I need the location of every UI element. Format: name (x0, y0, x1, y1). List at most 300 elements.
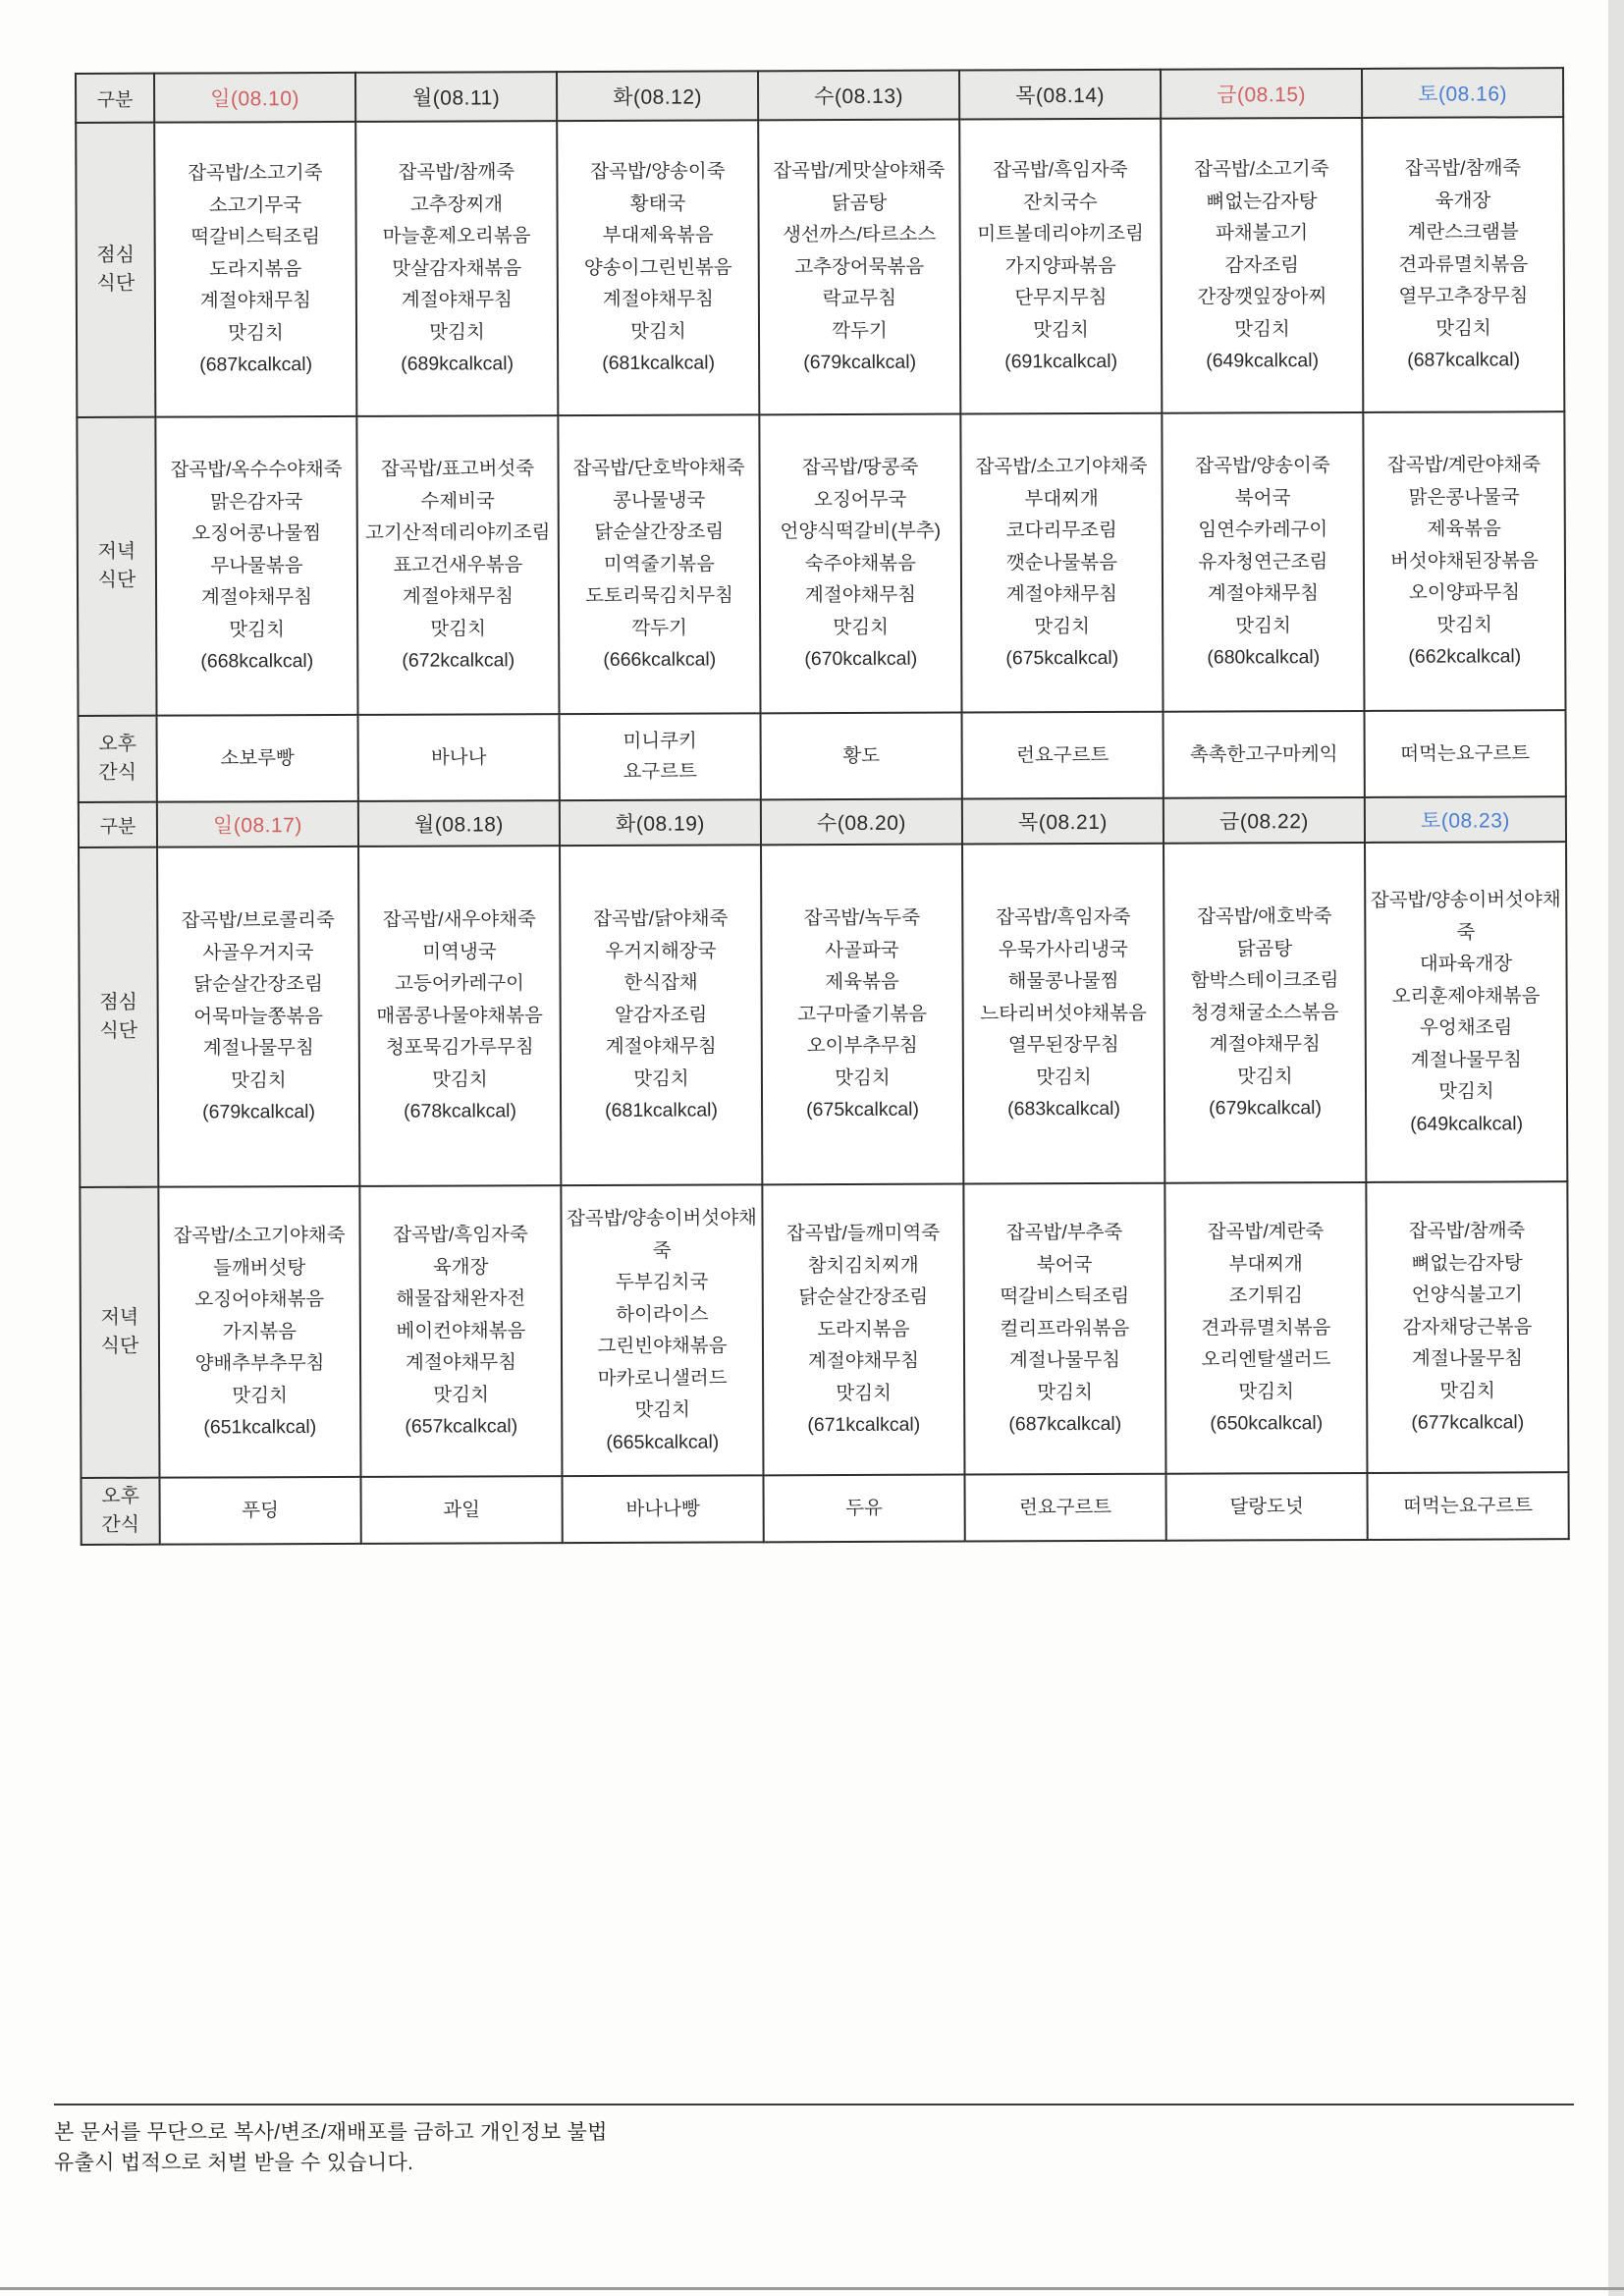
menu-item: 요구르트 (623, 760, 697, 783)
menu-item: 맛김치 (1033, 318, 1089, 342)
menu-item: 촉촉한고구마케익 (1189, 742, 1338, 766)
menu-item: 어묵마늘쫑볶음 (193, 1005, 324, 1028)
week1-dinner-cell-6 (1162, 412, 1364, 712)
menu-item: 떡갈비스틱조림 (1000, 1285, 1130, 1308)
menu-item: 미역냉국 (422, 941, 497, 963)
menu-item: 느타리버섯야채볶음 (980, 1002, 1147, 1025)
copyright-notice (54, 2104, 1574, 2178)
menu-item: 수제비국 (420, 490, 495, 513)
week1-snack-label-line: 간식 (98, 761, 137, 784)
menu-item: 부대찌개 (1024, 487, 1099, 511)
menu-item: (675kcalkcal) (1005, 647, 1119, 670)
menu-item: 해물콩나물찜 (1007, 970, 1119, 993)
menu-item: 미트볼데리야끼조림 (977, 223, 1144, 246)
menu-item: 황도 (842, 744, 881, 767)
week1-dinner-cell-4 (759, 414, 961, 714)
menu-item: 맛김치 (1436, 614, 1492, 636)
menu-item: (681kcalkcal) (602, 352, 716, 375)
menu-item: 열무고추장무침 (1398, 285, 1529, 308)
week2-lunch-label-line: 식단 (99, 1019, 138, 1042)
menu-item: 도토리묵김치무침 (585, 584, 733, 608)
menu-item: 오이양파무침 (1408, 581, 1521, 605)
menu-item: 계절나물무침 (202, 1037, 314, 1060)
menu-item: (687kcalkcal) (199, 354, 313, 376)
menu-item: 맛김치 (1037, 1381, 1093, 1403)
week2-lunch-cell-6 (1164, 843, 1366, 1183)
week1-snack-cell-7 (1365, 710, 1566, 797)
menu-item: 생선까스/타르소스 (783, 223, 937, 246)
week1-lunch-cell-1 (154, 122, 356, 417)
menu-item: 잡곡밥/계란야채죽 (1386, 454, 1542, 477)
menu-item: 잡곡밥/소고기죽 (188, 162, 323, 185)
menu-item: 간장깻잎장아찌 (1197, 286, 1327, 308)
week1-dinner-cell-3 (558, 414, 760, 714)
menu-item: 계절나물무침 (1410, 1048, 1522, 1071)
week-1-header-row (76, 68, 1563, 123)
menu-item: 계절야채무침 (605, 1035, 717, 1059)
menu-item: 계절나물무침 (1411, 1347, 1524, 1371)
menu-item: 계절나물무침 (1008, 1349, 1121, 1372)
menu-item: 유자청연근조림 (1198, 550, 1328, 574)
menu-item: 바나나빵 (625, 1498, 700, 1520)
week1-lunch-cell-2 (355, 121, 558, 416)
menu-item: 하이라이스 (616, 1303, 709, 1326)
menu-item: (649kcalkcal) (1410, 1112, 1524, 1135)
menu-item: 우거지해장국 (605, 940, 717, 962)
week-2-day-header-1: 일(08.17) (157, 801, 358, 847)
menu-item: 두부김치국 (616, 1271, 709, 1293)
menu-item: 잡곡밥/부추죽 (1005, 1222, 1123, 1244)
menu-item: 계절야채무침 (1207, 582, 1320, 605)
scan-edge-bottom (0, 2287, 1624, 2290)
menu-item: 오징어무국 (814, 488, 907, 511)
week1-snack-cell-4 (761, 713, 962, 800)
week1-dinner-cell-1 (155, 416, 357, 716)
menu-item: 표고건새우볶음 (393, 554, 523, 576)
menu-item: 맑은콩나물국 (1408, 486, 1520, 509)
menu-item: 잡곡밥/소고기야채죽 (975, 456, 1148, 478)
menu-item: 떡갈비스틱조림 (190, 226, 321, 248)
menu-item: 알감자조림 (615, 1004, 708, 1026)
menu-item: 가지볶음 (222, 1320, 298, 1343)
menu-item: 마늘훈제오리볶음 (382, 225, 531, 248)
menu-item: 맛김치 (429, 321, 485, 344)
menu-item: 푸딩 (242, 1499, 280, 1521)
week-2-day-header-2: 월(08.18) (358, 800, 560, 847)
menu-item: 사골우거지국 (202, 941, 314, 964)
menu-item: 도라지볶음 (817, 1318, 910, 1340)
week-2-day-header-7: 토(08.23) (1365, 796, 1566, 843)
menu-item: 닭곰탕 (1236, 937, 1293, 960)
menu-item: 잔치국수 (1023, 191, 1098, 214)
menu-item: 제육볶음 (1427, 518, 1502, 540)
menu-item: 언양식불고기 (1411, 1284, 1523, 1307)
menu-item: 숙주야채볶음 (804, 552, 916, 574)
menu-item: 맛김치 (231, 1068, 287, 1092)
menu-item: 잡곡밥/옥수수야채죽 (170, 459, 343, 481)
menu-item: 육개장 (432, 1256, 489, 1279)
week2-lunch-label (79, 847, 158, 1187)
week1-snack-cell-6 (1164, 711, 1365, 798)
menu-item: (680kcalkcal) (1207, 646, 1321, 669)
week2-dinner-cell-2 (359, 1185, 562, 1477)
scan-edge-right (1608, 0, 1624, 2296)
menu-item: 깍두기 (832, 319, 888, 342)
week1-lunch-label-line: 점심 (96, 244, 135, 266)
menu-item: 맛김치 (1439, 1380, 1495, 1402)
menu-item: 잡곡밥/흑임자죽 (393, 1224, 528, 1247)
menu-item: 맛김치 (1235, 614, 1291, 637)
week1-lunch-label-line: 식단 (96, 272, 135, 295)
menu-item: (679kcalkcal) (1209, 1097, 1323, 1120)
menu-item: 황태국 (629, 192, 686, 215)
menu-item: 컬리프라워볶음 (1000, 1317, 1130, 1340)
menu-item: 매콤콩나물야채볶음 (376, 1004, 543, 1027)
week2-dinner-cell-6 (1164, 1182, 1367, 1474)
menu-item: 맛김치 (633, 1067, 689, 1090)
menu-item: 청포묵김가루무침 (385, 1036, 534, 1060)
week-1-day-header-4: 수(08.13) (758, 71, 959, 121)
menu-item: 잡곡밥/양송이버섯야채죽 (567, 1207, 757, 1262)
menu-item: 부대찌개 (1228, 1252, 1303, 1276)
menu-item: 북어국 (1036, 1253, 1093, 1276)
menu-item: 잡곡밥/애호박죽 (1197, 905, 1332, 928)
menu-item: 잡곡밥/단호박야채죽 (572, 457, 745, 480)
week2-snack-cell-1 (159, 1477, 360, 1545)
menu-item: 계절야채무침 (402, 585, 514, 608)
week1-lunch-row (76, 117, 1564, 417)
menu-item: 맛김치 (1034, 615, 1090, 638)
menu-item: 우엉채조림 (1420, 1016, 1513, 1039)
menu-item: 해물잡채완자전 (396, 1287, 526, 1311)
week2-snack-row (81, 1472, 1568, 1545)
menu-item: 고구마줄기볶음 (797, 1003, 928, 1025)
menu-item: 고기산적데리야끼조림 (365, 521, 551, 545)
week1-snack-cell-1 (157, 715, 358, 802)
menu-item: (670kcalkcal) (804, 647, 918, 671)
menu-item: 깻순나물볶음 (1005, 551, 1117, 574)
menu-item: 조기튀김 (1228, 1285, 1304, 1307)
week1-lunch-cell-5 (959, 119, 1162, 414)
menu-item: 잡곡밥/닭야채죽 (593, 907, 729, 931)
menu-item: 사골파국 (825, 939, 899, 961)
menu-item: 고등어카레구이 (395, 972, 525, 996)
menu-item: 한식잡채 (623, 971, 698, 995)
week-1-corner-label: 구분 (76, 74, 154, 123)
menu-item: 소보루빵 (220, 746, 295, 769)
menu-item: 콩나물냉국 (613, 489, 706, 512)
menu-item: 고추장찌개 (409, 193, 504, 216)
menu-item: 바나나 (430, 745, 487, 769)
menu-item: 떠먹는요구르트 (1403, 1494, 1534, 1517)
menu-item: 베이컨야채볶음 (396, 1319, 526, 1342)
menu-item: (662kcalkcal) (1408, 645, 1522, 669)
menu-item: 미역줄기볶음 (603, 553, 715, 575)
menu-item: (687kcalkcal) (1008, 1413, 1122, 1436)
menu-item: 맛김치 (1237, 1065, 1293, 1088)
menu-item: 맛김치 (430, 618, 486, 640)
menu-item: 맛김치 (1438, 1080, 1494, 1103)
menu-item: 잡곡밥/소고기죽 (1194, 158, 1329, 181)
week-2-day-header-6: 금(08.22) (1164, 797, 1365, 844)
week2-lunch-cell-2 (358, 846, 561, 1186)
week-2-day-header-3: 화(08.19) (560, 799, 761, 846)
menu-item: 닭곰탕 (831, 191, 888, 214)
week2-dinner-cell-1 (158, 1186, 360, 1478)
menu-item: 런요구르트 (1018, 1496, 1112, 1518)
menu-item: 마카로니샐러드 (597, 1366, 728, 1390)
week1-dinner-label-line: 식단 (97, 569, 136, 591)
menu-item: 계절야채무침 (199, 290, 311, 312)
menu-item: 닭순살간장조림 (798, 1285, 929, 1309)
menu-item: 계절야채무침 (602, 288, 714, 311)
menu-item: 부대제육볶음 (602, 224, 714, 247)
week2-lunch-cell-3 (560, 845, 762, 1185)
week2-lunch-cell-7 (1365, 842, 1567, 1182)
week-2-corner-label: 구분 (79, 802, 157, 847)
menu-item: 맛김치 (229, 618, 285, 641)
menu-item: 잡곡밥/새우야채죽 (382, 908, 536, 932)
menu-item: 북어국 (1234, 486, 1291, 510)
week2-dinner-cell-4 (762, 1184, 964, 1476)
menu-item: 계절야채무침 (200, 586, 313, 609)
week-1-day-header-1: 일(08.10) (154, 73, 355, 123)
week-1-day-header-3: 화(08.12) (557, 71, 758, 121)
menu-item: 맛김치 (634, 1398, 691, 1421)
menu-item: 잡곡밥/양송이죽 (590, 160, 726, 184)
menu-item: 계절야채무침 (405, 1351, 517, 1374)
menu-item: 잡곡밥/양송이죽 (1195, 455, 1330, 477)
menu-item: 우묵가사리냉국 (998, 938, 1128, 961)
menu-item: 파채불고기 (1216, 222, 1309, 245)
menu-item: 고추장어묵볶음 (794, 255, 925, 278)
menu-item: 맛김치 (232, 1384, 288, 1407)
menu-item: (650kcalkcal) (1210, 1412, 1324, 1435)
week1-lunch-cell-7 (1362, 117, 1564, 412)
week-1-day-header-7: 토(08.16) (1362, 68, 1563, 118)
week-2-day-header-5: 목(08.21) (962, 798, 1164, 845)
menu-item: 맛김치 (1435, 317, 1491, 340)
menu-item: 대파육개장 (1419, 953, 1513, 975)
menu-item: (657kcalkcal) (405, 1415, 518, 1438)
menu-item: 맛김치 (1036, 1066, 1092, 1088)
menu-item: 계란스크램블 (1407, 221, 1519, 245)
menu-item: (681kcalkcal) (605, 1099, 719, 1122)
menu-item: 가지양파볶음 (1004, 254, 1116, 278)
week2-snack-cell-3 (562, 1475, 763, 1543)
week1-dinner-cell-2 (356, 415, 559, 715)
week1-dinner-label-line: 저녁 (97, 540, 136, 563)
menu-item: 버섯야채된장볶음 (1390, 550, 1539, 573)
menu-item: (672kcalkcal) (402, 649, 515, 672)
menu-item: (689kcalkcal) (401, 353, 514, 375)
menu-item: 청경채굴소스볶음 (1190, 1001, 1339, 1024)
week2-dinner-cell-7 (1366, 1181, 1568, 1473)
menu-item: 맛살감자채볶음 (392, 257, 522, 280)
menu-item: 계절야채무침 (401, 289, 513, 311)
menu-item: 맛김치 (433, 1384, 489, 1406)
menu-item: (683kcalkcal) (1007, 1098, 1121, 1121)
week-2-header-row (79, 796, 1566, 847)
week1-snack-cell-3 (560, 713, 761, 800)
week2-snack-cell-5 (964, 1474, 1165, 1542)
menu-item: 육개장 (1435, 190, 1491, 212)
menu-item: 뼈없는감자탕 (1411, 1252, 1523, 1275)
menu-table (75, 67, 1570, 1546)
menu-item: 단무지무침 (1014, 287, 1108, 309)
menu-item: 잡곡밥/게맛살야채죽 (773, 159, 946, 183)
week2-lunch-row (79, 842, 1567, 1187)
menu-item: 계절야채무침 (807, 1349, 920, 1373)
week1-dinner-label (77, 417, 156, 716)
menu-item: 달랑도넛 (1229, 1495, 1304, 1517)
week2-snack-cell-2 (360, 1476, 562, 1544)
menu-item: 떠먹는요구르트 (1400, 741, 1531, 765)
menu-item: 뼈없는감자탕 (1206, 190, 1318, 213)
menu-item: 맛김치 (833, 616, 889, 638)
week2-snack-cell-4 (763, 1475, 964, 1543)
week1-lunch-cell-4 (758, 120, 960, 415)
menu-item: 잡곡밥/참깨죽 (1404, 157, 1522, 181)
menu-item: (679kcalkcal) (202, 1101, 316, 1123)
menu-item: 견과류멸치볶음 (1398, 253, 1529, 276)
menu-item: 잡곡밥/참깨죽 (1408, 1220, 1526, 1243)
week2-dinner-label-line: 식단 (100, 1335, 139, 1357)
week-1-day-header-5: 목(08.14) (959, 70, 1161, 120)
menu-item: 잡곡밥/양송이버섯야채죽 (1370, 889, 1561, 944)
menu-item: 과일 (443, 1498, 481, 1521)
week2-dinner-cell-3 (561, 1184, 763, 1476)
menu-item: 견과류멸치볶음 (1201, 1316, 1331, 1339)
menu-item: 락교무침 (822, 288, 897, 310)
menu-item: 맛김치 (1238, 1380, 1294, 1403)
menu-item: 소고기무국 (208, 193, 302, 217)
week2-snack-label-line: 간식 (101, 1513, 140, 1536)
menu-item: 잡곡밥/흑임자죽 (996, 906, 1131, 929)
menu-item: 잡곡밥/들깨미역죽 (785, 1222, 941, 1245)
menu-item: 잡곡밥/계란죽 (1207, 1221, 1325, 1243)
menu-item: 닭순살간장조림 (594, 520, 725, 544)
menu-item: 열무된장무침 (1007, 1034, 1119, 1057)
menu-item: 잡곡밥/녹두죽 (803, 906, 921, 930)
week-2-day-header-4: 수(08.20) (761, 799, 962, 846)
menu-item: 계절야채무침 (804, 583, 917, 607)
week2-snack-label-line: 오후 (101, 1485, 139, 1507)
week1-snack-row (79, 710, 1566, 802)
menu-item: 참치김치찌개 (807, 1254, 919, 1277)
menu-item: 맛김치 (835, 1066, 891, 1089)
menu-item: 제육볶음 (825, 971, 899, 994)
menu-item: (687kcalkcal) (1407, 349, 1521, 372)
week1-lunch-label (76, 123, 155, 417)
menu-item: 임연수카레구이 (1198, 519, 1328, 541)
menu-item: 들깨버섯탕 (213, 1256, 306, 1280)
week2-dinner-label-line: 저녁 (100, 1306, 139, 1329)
menu-item: 닭순살간장조림 (193, 973, 324, 996)
week2-lunch-cell-5 (962, 844, 1164, 1184)
copyright-line-1: 본 문서를 무단으로 복사/변조/재배포를 금하고 개인정보 불법 (54, 2121, 608, 2144)
menu-item: 깍두기 (631, 617, 687, 639)
week2-dinner-row (80, 1181, 1568, 1478)
menu-item: 잡곡밥/땅콩죽 (801, 456, 919, 479)
week2-dinner-label (80, 1187, 159, 1478)
menu-item: 맛김치 (1234, 317, 1290, 341)
week1-snack-cell-5 (962, 712, 1164, 799)
menu-item: 오리엔탈샐러드 (1201, 1348, 1331, 1371)
week-1-day-header-2: 월(08.11) (355, 72, 557, 122)
week2-snack-cell-7 (1367, 1472, 1568, 1540)
menu-item: 잡곡밥/흑임자죽 (993, 159, 1128, 182)
menu-item: 도라지볶음 (209, 257, 302, 281)
menu-item: 오이부추무침 (806, 1034, 918, 1058)
menu-item: 맑은감자국 (210, 490, 303, 514)
menu-item: 미니쿠키 (623, 730, 697, 752)
menu-item: (649kcalkcal) (1206, 350, 1320, 372)
menu-item: 코다리무조림 (1005, 519, 1117, 542)
week1-snack-label-line: 오후 (98, 733, 136, 755)
menu-item: 오징어콩나물찜 (191, 522, 322, 545)
week2-dinner-cell-5 (963, 1183, 1165, 1475)
week2-snack-label (81, 1478, 159, 1545)
week1-lunch-cell-6 (1161, 118, 1363, 413)
week1-dinner-cell-5 (960, 413, 1163, 713)
menu-item: 맛김치 (836, 1382, 892, 1404)
menu-item: (678kcalkcal) (404, 1100, 517, 1122)
week2-lunch-cell-1 (157, 847, 359, 1187)
menu-item: (668kcalkcal) (200, 650, 314, 673)
menu-table-body (76, 68, 1569, 1545)
menu-item: 잡곡밥/브로콜리죽 (181, 909, 335, 932)
week1-snack-cell-2 (358, 714, 560, 801)
menu-item: 언양식떡갈비(부추) (780, 519, 942, 543)
menu-item: 그린빈야채볶음 (597, 1335, 728, 1357)
menu-item: (665kcalkcal) (606, 1430, 720, 1453)
menu-item: 양배추부추무침 (194, 1352, 325, 1375)
menu-item: 오리훈제야채볶음 (1391, 984, 1541, 1008)
menu-item: (651kcalkcal) (203, 1416, 317, 1439)
menu-item: 오징어야채볶음 (194, 1288, 325, 1311)
week2-lunch-cell-4 (761, 845, 963, 1185)
week1-dinner-cell-7 (1363, 411, 1565, 711)
menu-item: (679kcalkcal) (803, 351, 917, 374)
week1-dinner-row (77, 411, 1565, 716)
week-1-day-header-6: 금(08.15) (1161, 69, 1362, 119)
menu-item: (675kcalkcal) (806, 1098, 920, 1121)
menu-item: 런요구르트 (1016, 743, 1110, 766)
menu-item: 함박스테이크조림 (1190, 969, 1339, 992)
copyright-line-2: 유출시 법적으로 처벌 받을 수 있습니다. (54, 2152, 414, 2174)
week1-lunch-cell-3 (557, 120, 759, 415)
menu-item: 잡곡밥/참깨죽 (398, 161, 515, 184)
week2-snack-cell-6 (1165, 1473, 1367, 1541)
menu-item: 잡곡밥/표고버섯죽 (380, 458, 535, 481)
menu-item: 맛김치 (630, 320, 686, 343)
week2-lunch-label-line: 점심 (99, 991, 137, 1013)
menu-item: 맛김치 (432, 1068, 488, 1091)
menu-item: (677kcalkcal) (1411, 1411, 1525, 1435)
menu-item: 계절야채무침 (1209, 1033, 1321, 1056)
menu-item: 두유 (845, 1497, 884, 1519)
week1-snack-label (79, 716, 157, 802)
menu-item: 계절야채무침 (1005, 583, 1118, 606)
menu-item: 감자조림 (1224, 253, 1299, 277)
menu-item: 무나물볶음 (210, 554, 303, 577)
menu-item: (671kcalkcal) (807, 1413, 921, 1437)
menu-item: 맛김치 (228, 321, 284, 345)
menu-item: (666kcalkcal) (603, 648, 717, 672)
menu-item: (691kcalkcal) (1004, 351, 1118, 373)
menu-item: 감자채당근볶음 (1402, 1316, 1533, 1339)
